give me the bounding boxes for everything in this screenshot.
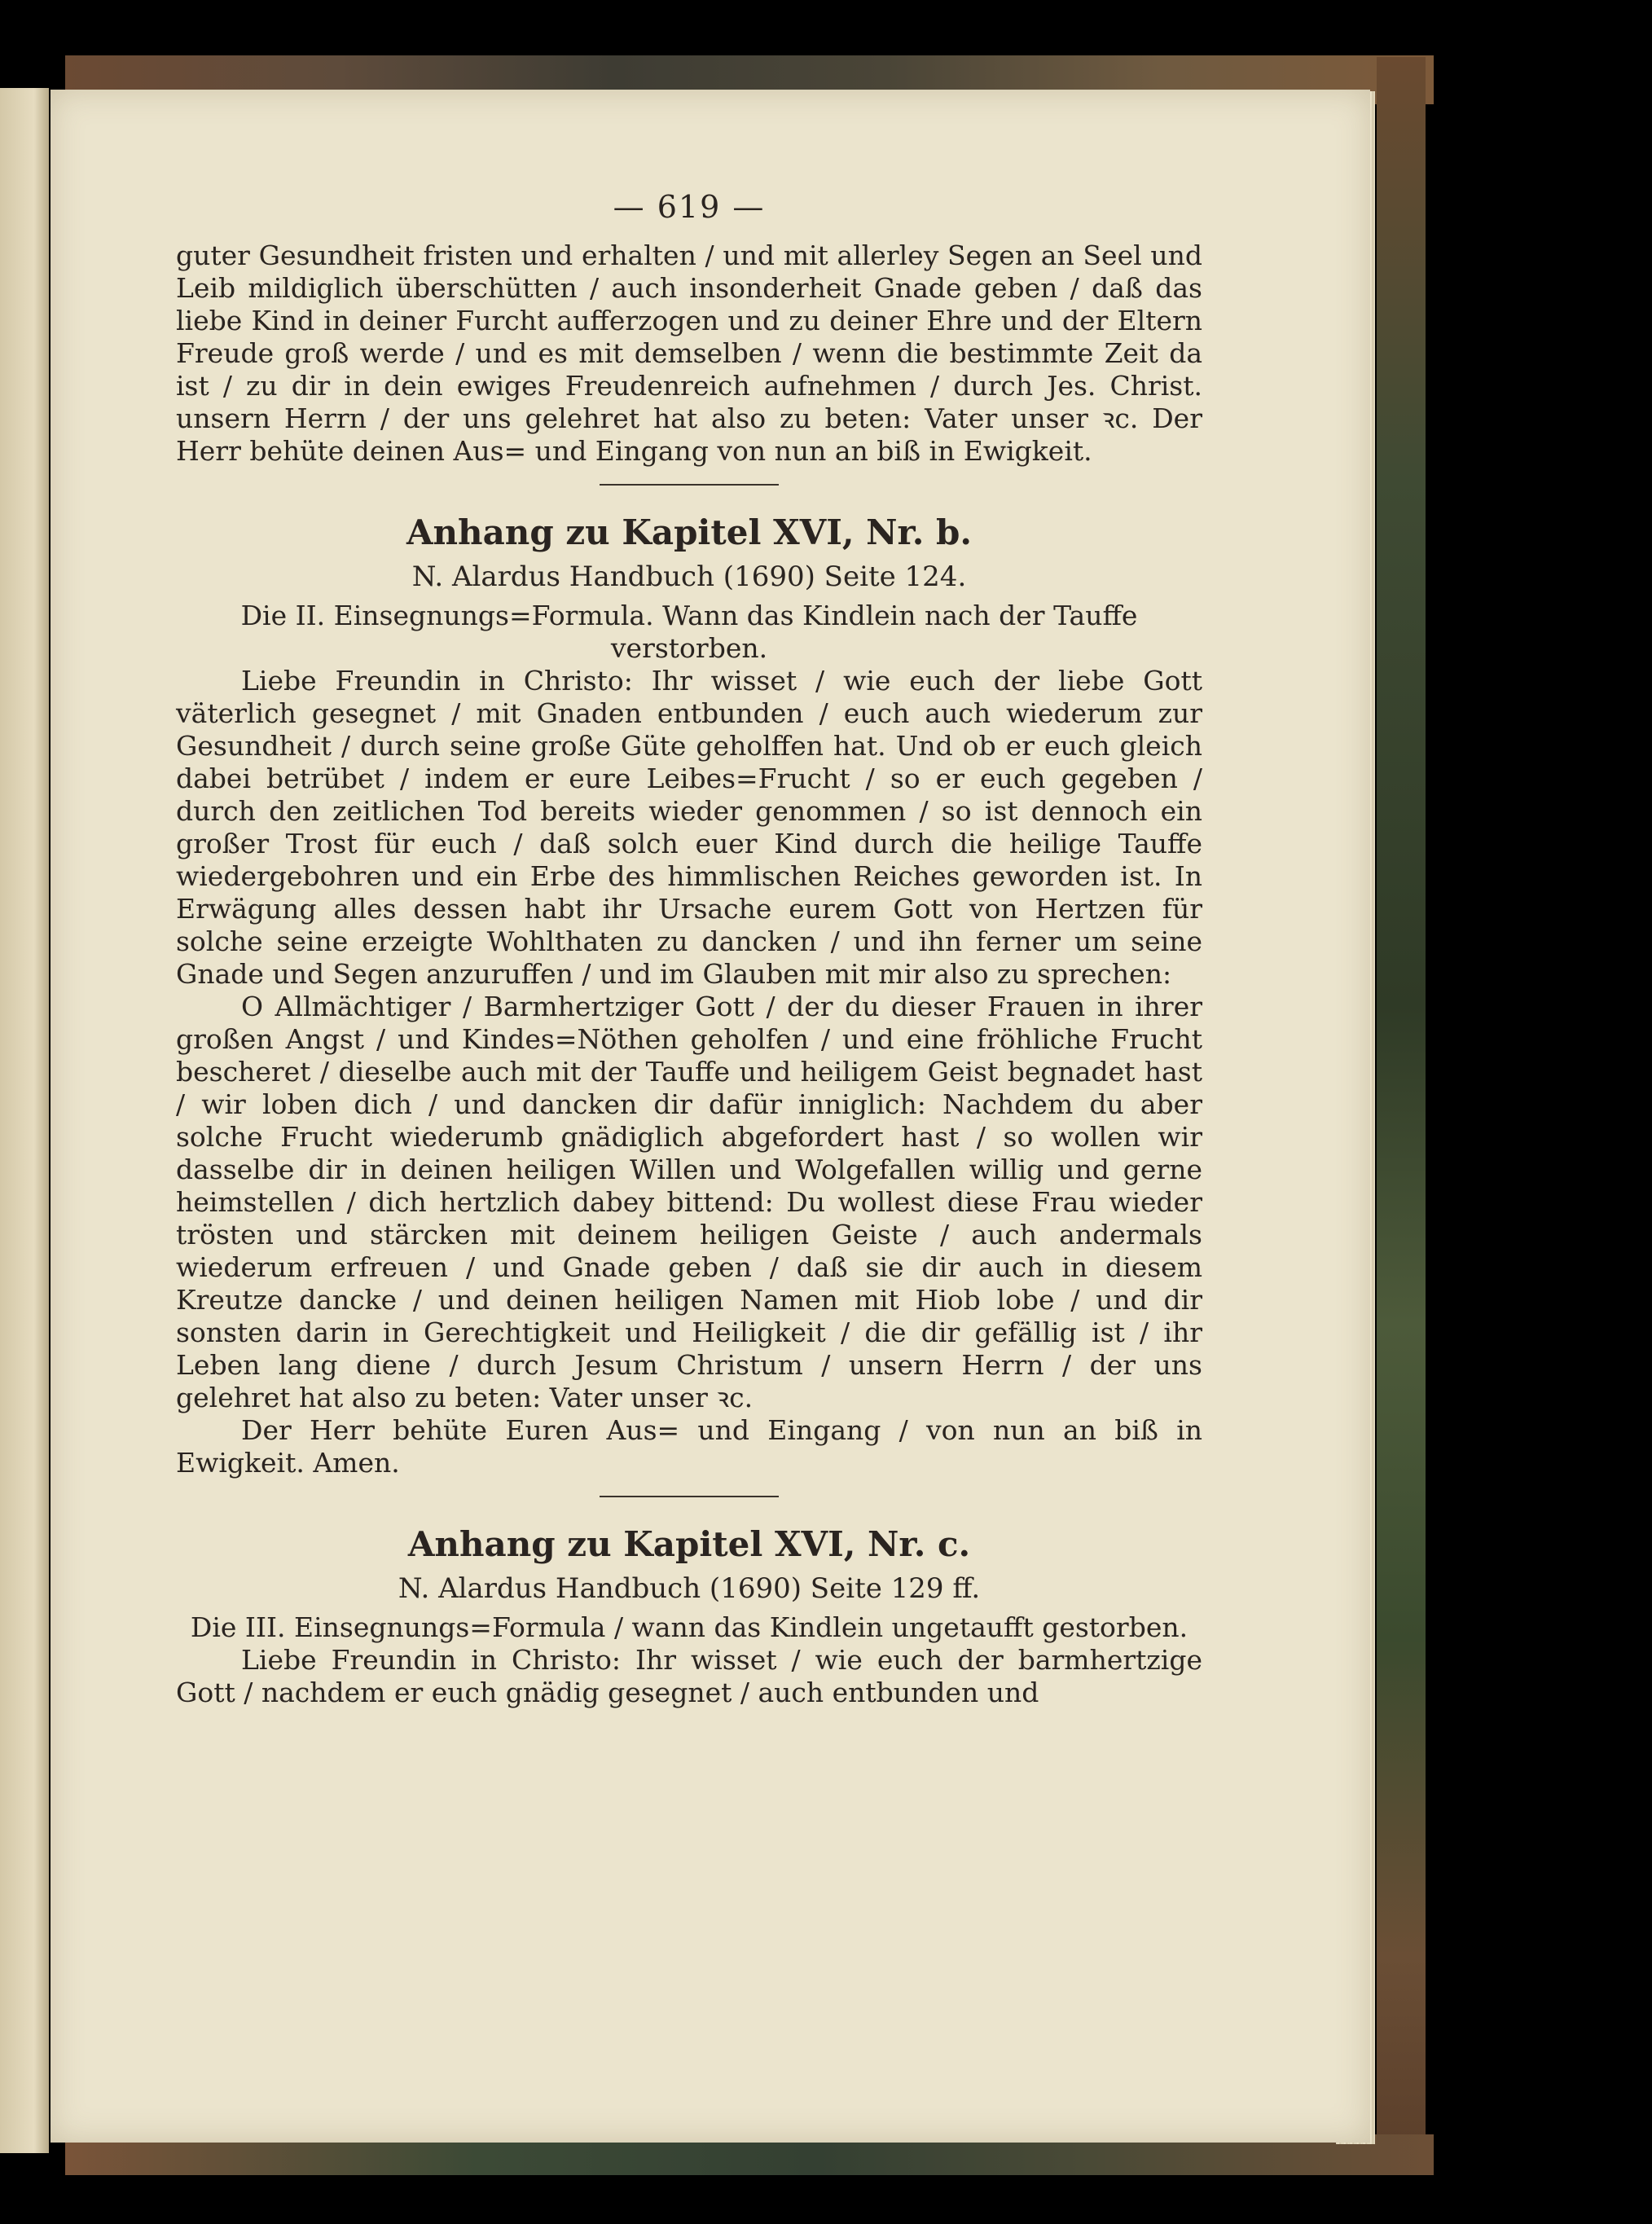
section-c-source: N. Alardus Handbuch (1690) Seite 129 ff. [398, 1572, 981, 1605]
section-b-formula-title: Die II. Einsegnungs=Formula. Wann das Kindlein nach der Tauffe verstorben. [240, 600, 1138, 664]
page-header [176, 189, 1202, 240]
section-divider [600, 484, 779, 486]
section-b-source: N. Alardus Handbuch (1690) Seite 124. [411, 560, 967, 593]
section-divider [600, 1496, 779, 1497]
section-b-blessing: Der Herr behüte Euren Aus= und Eingang / von nun an biß in Ewigkeit. Amen. [176, 1414, 1202, 1479]
section-c-paragraph: Liebe Freundin in Christo: Ihr wisset / wie euch der barmhertzige Gott / nachdem er euch gnädig gesegnet / auch entbunden und [176, 1644, 1202, 1708]
section-c-formula-title: Die III. Einsegnungs=Formula / wann das Kindlein ungetaufft gestorben. [190, 1611, 1188, 1643]
section-c-heading: Anhang zu Kapitel XVI, Nr. c. [407, 1524, 971, 1564]
section-b-heading: Anhang zu Kapitel XVI, Nr. b. [406, 512, 973, 552]
book-cover-right [1377, 57, 1426, 2167]
page-text [176, 189, 1202, 1709]
section-b-paragraph: Liebe Freundin in Christo: Ihr wisset / wie euch der liebe Gott väterlich gesegnet / mit Gnaden entbunden / euch auch wiederum zur Gesundheit / durch seine große Güte geholffen hat. Und ob er euch gleich dabei betrübet / indem er eure Leibes=Frucht / so er euch gegeben / durch den zeitlichen Tod bereits wieder genommen / so ist dennoch ein großer Trost für euch / daß solch euer Kind durch die heilige Tauffe wiedergebohren und ein Erbe des himmlischen Reiches geworden ist. In Erwägung alles dessen habt ihr Ursache eurem Gott von Hertzen für solche seine erzeigte Wohlthaten zu dancken / und ihn ferner um seine Gnade und Segen anzuruffen / und im Glauben mit mir also zu sprechen: [176, 665, 1202, 990]
facing-page-edge [0, 88, 49, 2153]
page-number: — 619 — [613, 189, 766, 225]
intro-paragraph: guter Gesundheit fristen und erhalten / und mit allerley Segen an Seel und Leib mildiglich überschütten / auch insonderheit Gnade geben / daß das liebe Kind in deiner Furcht aufferzogen und zu deiner Ehre und der Eltern Freude groß werde / und es mit demselben / wenn die bestimmte Zeit da ist / zu dir in dein ewiges Freudenreich aufnehmen / durch Jes. Christ. unsern Herrn / der uns gelehret hat also zu beten: Vater unser ꝛc. Der Herr behüte deinen Aus= und Eingang von nun an biß in Ewigkeit. [176, 240, 1202, 467]
section-b-prayer: O Allmächtiger / Barmhertziger Gott / der du dieser Frauen in ihrer großen Angst / und Kindes=Nöthen geholfen / und eine fröhliche Frucht bescheret / dieselbe auch mit der Tauffe und heiligem Geist begnadet hast / wir loben dich / und dancken dir dafür inniglich: Nachdem du aber solche Frucht wiederumb gnädiglich abgefordert hast / so wollen wir dasselbe dir in deinen heiligen Willen und Wolgefallen willig und gerne heimstellen / dich hertzlich dabey bittend: Du wollest diese Frau wieder trösten und stärcken mit deinem heiligen Geiste / auch andermals wiederum erfreuen / und Gnade geben / daß sie dir auch in diesem Kreutze dancke / und deinen heiligen Namen mit Hiob lobe / und dir sonsten darin in Gerechtigkeit und Heiligkeit / die dir gefällig ist / ihr Leben lang diene / durch Jesum Christum / unsern Herrn / der uns gelehret hat also zu beten: Vater unser ꝛc. [176, 991, 1202, 1413]
